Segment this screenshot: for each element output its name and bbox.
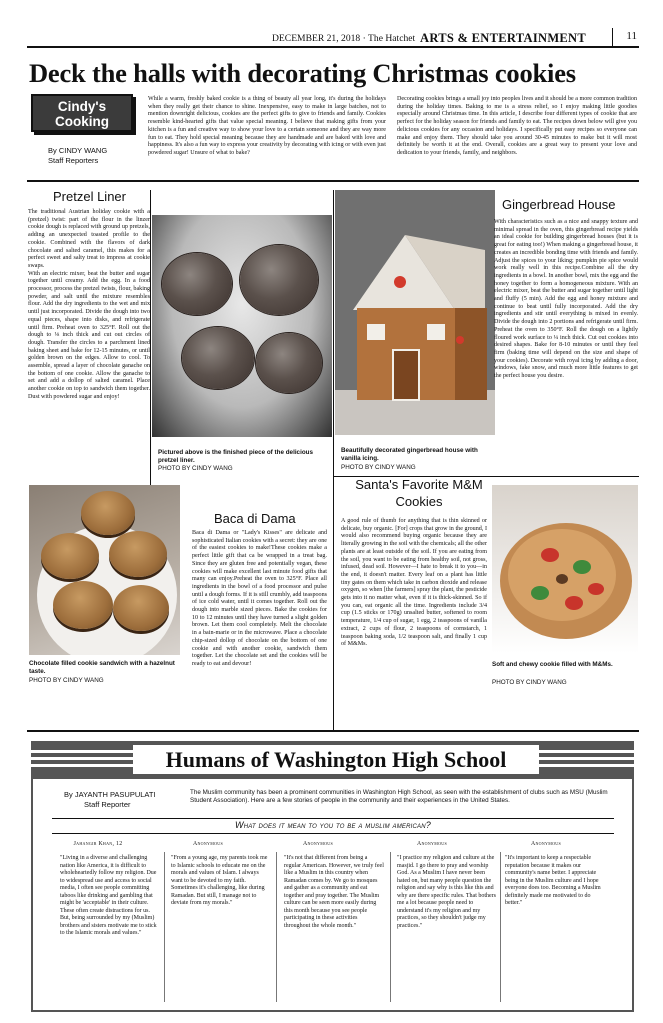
recipe-title-gingerbread: Gingerbread House (502, 197, 616, 212)
recipe-body-pretzel: The traditional Austrian holiday cookie with a (pretzel) twist: part of the flour in the linzer cookie dough is replaced with ground up pretzels, adding an unexpected toasted profile to the cookie. Combined with the flavors of dark chocolate and salted caramel, this makes for a perfect sweet and salty treat to impress at cookie swaps. With an electric mixer, beat the butter and sugar together until creamy. Add the egg. In a food processor, process the pretzel twists, flour, baking powder, and salt until the mixture resembles flour. Add the dry ingredients to the wet and mix until just incorporated. Divide the dough into two equal pieces, shape into disks, and refrigerate until firm. Preheat oven to 325°F. Roll out the dough to ⅛ inch thick and cut out circles of dough. Transfer the circles to a parchment lined baking sheet and bake for 12-15 minutes, or until golden brown on the edges. Allow to cool. To assemble, spread a layer of chocolate ganache on the bottom of one cookie. Allow the ganache to set and add a dollop of salted caramel. Place another cookie on top to sandwich them together. Dust with powdered sugar and enjoy! (28, 209, 150, 400)
recipe-title-baca: Baca di Dama (214, 511, 296, 526)
photo-caption: Pictured above is the finished piece of the delicious pretzel liner. (158, 449, 314, 464)
header-rule (27, 46, 639, 48)
quote-name: Anonymous (303, 841, 333, 847)
recipe-body-baca: Baca di Dama or "Lady's Kisses" are delicate and sophisticated Italian cookies with a secret: they are one of the easiest cookies to make!These cookies make a perfect little gift that ca be wrapped in a treat bag. Since they are gluten free and potentially vegan, these cookies will make excellent last minute food gifts that many can enjoy.Preheat the oven to 325°F. Place all ingredients in the bowl of a food processor and pulse until a dough forms. If it is still crumbly, add teaspoons of ice cold water, until it comes together. Roll out the dough into marble sized pieces. Bake the cookies for 10 to 12 minutes until they have turned a slight golden brown. Let them cool completely. Melt the chocolate in a bain-marie or in the microwave. Place a chocolate chip-sized dollop of chocolate on the bottom of one cookie and with another cookie, sandwich them together. Let the chocolate set and the cookies will be ready to eat and devour! (192, 530, 328, 667)
gingerbread-photo (335, 190, 495, 435)
interview-question: What does it mean to you to be a muslim american? (235, 820, 431, 830)
intro-column-2: Decorating cookies brings a small joy into peoples lives and it should be a more common tradition during the holiday times. Baking to me is a stress relief, so I enjoy making little goodies especially around Christmas time. In this article, I describe four different types of cookie that are perfect for the holiday season for friends and family to eat. The recipes down below will give you delicious cookies for any occasion and holidays. I specifically put easy recipes so everyone can make and enjoy them. They should take you around 30-45 minutes to make but it will most definitely be worth it at the end. Overall, cookies are a great way to present your love and dedication to your friends, family, and neighbors. (397, 96, 637, 156)
byline (64, 790, 156, 809)
quote-name: Anonymous (193, 841, 223, 847)
photo-credit: PHOTO BY CINDY WANG (341, 464, 416, 471)
quote-text: "From a young age, my parents took me to Islamic schools to educate me on the morals and values of Islam. I always want to be devoted to my faith. Sometimes it's challenging, like during Ramadan. But still, I manage not to deviate from my morals." (171, 855, 268, 906)
issue-date: DECEMBER 21, 2018 · The Hatchet (272, 33, 416, 44)
pretzel-photo (152, 215, 332, 437)
photo-credit: PHOTO BY CINDY WANG (158, 465, 233, 472)
recipe-title-pretzel: Pretzel Liner (53, 189, 126, 204)
baca-di-dama-photo (29, 485, 180, 655)
byline-role: Staff Reporter (84, 799, 131, 809)
quote-name: Anonymous (417, 841, 447, 847)
question-rule (52, 833, 614, 834)
quote-text: "Living in a diverse and challenging nation like America, it is difficult to wholeheartedly follow my religion. Due to widespread use and access to social media, I often see people committing taboos like drinking and gambling that might be 'acceptable' in their culture. These often create distractions for us. But, being surrounded by my (Muslim) brothers and sisters motivate me to stick to the Islamic morals and values." (60, 855, 157, 936)
quote-text: "It's not that different from being a regular American. However, we truly feel like a Muslim in this country when Ramadan comes by. We go to mosques and gather as a community and eat together and pray together. The Muslim culture can be seen more easily during this month because you see people participating in these activities throughout the whole month." (284, 855, 384, 929)
photo-credit: PHOTO BY CINDY WANG (29, 677, 104, 684)
photo-caption: Soft and chewy cookie filled with M&Ms. (492, 661, 613, 668)
recipe-title-mm: Santa's Favorite M&M Cookies (355, 477, 483, 509)
mm-cookie-photo (492, 485, 638, 653)
headline: Deck the halls with decorating Christmas cookies (29, 58, 576, 88)
question-rule (52, 818, 614, 819)
byline-author: By JAYANTH PASUPULATI (64, 790, 156, 799)
mm-cookie-icon (492, 485, 638, 653)
quote-divider (164, 852, 165, 1002)
column-badge (31, 94, 133, 132)
quote-name: Anonymous (531, 841, 561, 847)
page-number: 11 (612, 28, 637, 46)
section-rule (27, 180, 639, 182)
gingerbread-house-icon (335, 190, 495, 435)
byline-role: Staff Reporters (48, 155, 99, 165)
column-rule (150, 190, 151, 490)
quote-text: "I practice my religion and culture at the masjid. I go there to pray and worship God. As a Muslim I have never been hated on, but many people question the religion and say why is this like this and why are there specific rules. That bothers me a lot because people need to understand it's my religion and my practices, so they shouldn't judge my practices." (397, 855, 497, 929)
column-badge-line-2: Cooking (55, 114, 109, 129)
intro-column-1: While a warm, freshly baked cookie is a thing of beauty all year long, it's during the holidays when they really get their chance to shine. Inexpensive, easy to make in large batches, not to mention downright delicious, cookies are the perfect gifts to give to friends and family. Cookies resemble kind-hearted gifts that value special meaning. I believe that making gifts from your kitchen is a fun and creative way to show your love to a certain someone and they are way more fun to eat. They hold special meaning because they are handmade and are baked with love and happiness. It's also a fun way to express your creativity by decorating with icing or with even just powdered sugar! Unsure of what to bake? (148, 96, 386, 156)
recipe-body-mm: A good rule of thumb for anything that is thin skinned or delicate, buy organic. [For] crops that grow in the ground, I would also recommend buying organic because they are literally growing in the soil with the chemicals; all the other plants are at least outside of the soil. If you are eating from the soil, you want to be eating from healthy soil, not gross, infused, dead soil. However—I hate to break it to you—in the end, it doesn't matter. Every leaf on a plant has little tiny gates on them which take in carbon dioxide and release oxygen, so when [the farmers] spray the plant, the pesticide gets into it no matter what, even if it is thick-skinned. So if you can, eat organic all the time. Ingredients include 3/4 cup (1.5 sticks or 170g) unsalted butter, softened to room temperature, 1/4 cup of sugar, 1 egg, 2 teaspoons of vanilla extract, 2 cups of flour, 2 teaspoons of cornstarch, 1 teaspoon baking soda, 1/2 teaspoon salt, and finally 1 cup of M&Ms. (341, 518, 487, 648)
quote-divider (500, 852, 501, 1002)
section-name: ARTS & ENTERTAINMENT (420, 31, 587, 45)
byline (48, 146, 107, 165)
humans-title: Humans of Washington High School (133, 745, 539, 774)
quote-divider (390, 852, 391, 1002)
quote-text: "It's important to keep a respectable reputation because it makes our community's name better. I appreciate being in the Muslim culture and I hope everyone does too. Becoming a Muslim definitely made me motivated to do better." (505, 855, 601, 906)
section-rule (27, 730, 639, 732)
quote-name: Jahangir Khan, 12 (73, 841, 123, 847)
column-badge-line-1: Cindy's (57, 99, 107, 114)
photo-credit: PHOTO BY CINDY WANG (492, 679, 567, 686)
byline-author: By CINDY WANG (48, 146, 108, 155)
recipe-body-gingerbread: With characteristics such as a nice and snappy texture and minimal spread in the oven, this gingerbread recipe yields an ideal cookie for building gingerbread houses (but it is great for eating too!) When making a gingerbread house, it creates an incredible bonding time with friends and family. Adjust the spices to your liking; pumpkin pie spice would work really well in this recipe.Combine all the dry ingredients in a bowl. In another bowl, mix the egg and the honey together to form a homogeneous mixture. With an electric mixer, beat the butter and sugar together until light and fluffy (5 min). Add the egg and honey mixture and continue to beat until fully incorporated. Add the dry ingredients and stir until everything is mixed in evenly. Divide the dough into 2 portions and refrigerate until firm. Preheat the oven to 350°F. Roll the dough on a lightly floured work surface to ¼ inch thick. Cut out cookies into desired shapes. Bake for 8-10 minutes or until they feel firm (baking time will depend on the size and shape of your cookies). Decorate with royal icing by adding a door, windows, fake snow, and much more little features to get the perfect house you desire. (494, 219, 639, 380)
column-rule (333, 190, 334, 730)
humans-intro: The Muslim community has been a prominent communities in Washington High School, as seen with the establishment of clubs such as MSU (Muslim Student Association). Here are a few stories of people in the community and their experiences in the United States. (190, 789, 608, 804)
photo-caption: Beautifully decorated gingerbread house with vanilla icing. (341, 447, 478, 462)
photo-caption: Chocolate filled cookie sandwich with a hazelnut taste. (29, 660, 175, 675)
quote-divider (276, 852, 277, 1002)
